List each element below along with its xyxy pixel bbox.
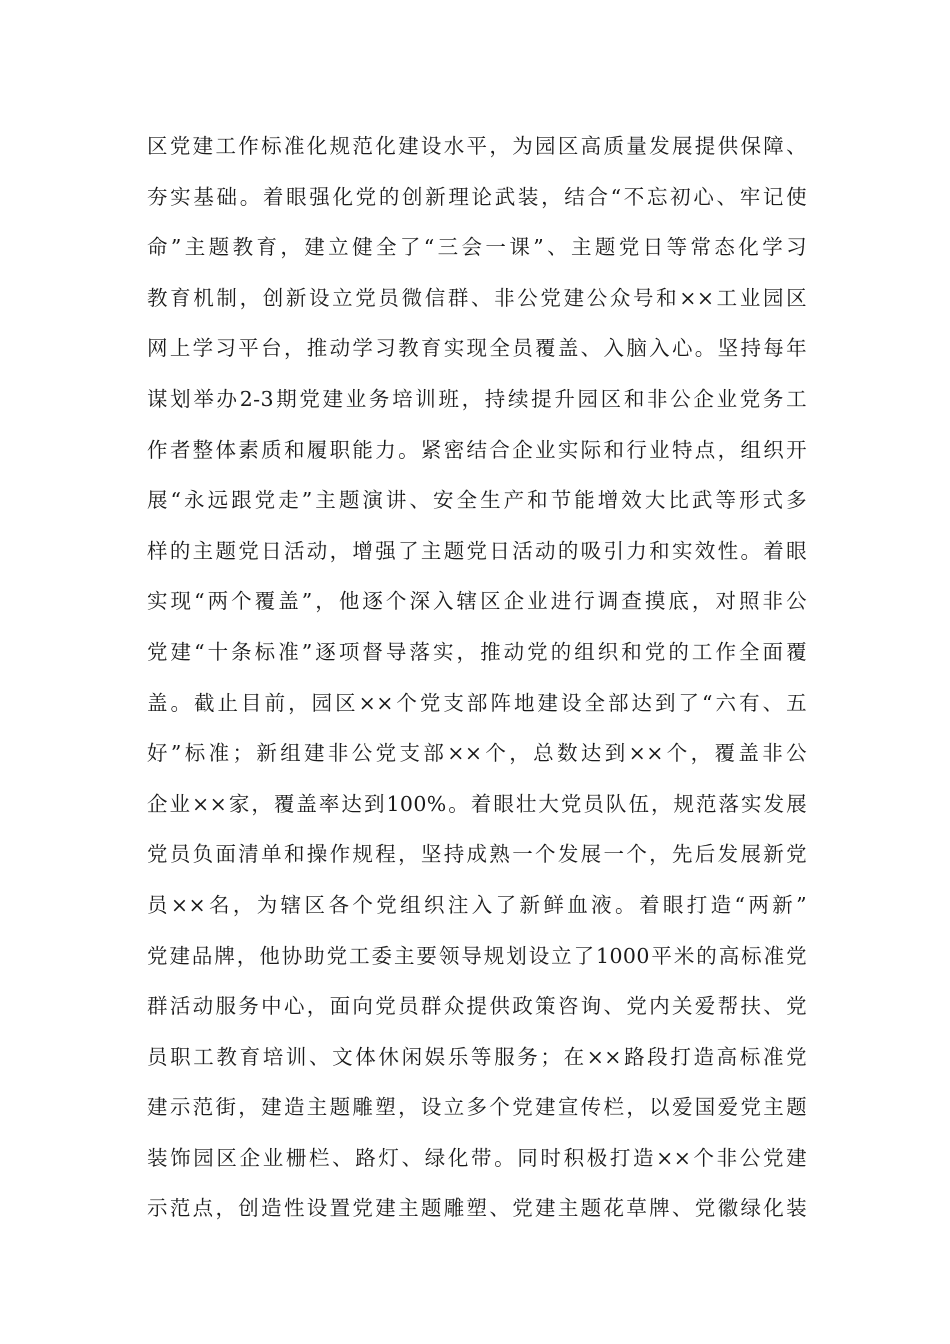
- text-line: 实现“两个覆盖”，他逐个深入辖区企业进行调查摸底，对照非公: [147, 589, 807, 614]
- text-line: 员职工教育培训、文体休闲娱乐等服务；在××路段打造高标准党: [147, 1044, 807, 1069]
- text-line: 夯实基础。着眼强化党的创新理论武装，结合“不忘初心、牢记使: [147, 184, 807, 209]
- text-line: 区党建工作标准化规范化建设水平，为园区高质量发展提供保障、: [147, 134, 807, 158]
- text-line: 谋划举办2-3期党建业务培训班，持续提升园区和非公企业党务工: [147, 386, 807, 411]
- text-line: 展“永远跟党走”主题演讲、安全生产和节能增效大比武等形式多: [147, 488, 807, 513]
- text-line: 装饰园区企业栅栏、路灯、绿化带。同时积极打造××个非公党建: [147, 1145, 807, 1170]
- text-line: 好”标准；新组建非公党支部××个，总数达到××个，覆盖非公: [147, 741, 807, 766]
- text-line: 建示范街，建造主题雕塑，设立多个党建宣传栏，以爱国爱党主题: [147, 1095, 807, 1120]
- text-line: 党建品牌，他协助党工委主要领导规划设立了1000平米的高标准党: [147, 943, 807, 968]
- text-line: 命”主题教育，建立健全了“三会一课”、主题党日等常态化学习: [147, 235, 807, 260]
- text-line: 示范点，创造性设置党建主题雕塑、党建主题花草牌、党徽绿化装: [147, 1196, 807, 1221]
- text-line: 群活动服务中心，面向党员群众提供政策咨询、党内关爱帮扶、党: [147, 994, 807, 1019]
- text-line: 盖。截止目前，园区××个党支部阵地建设全部达到了“六有、五: [147, 690, 807, 715]
- text-line: 教育机制，创新设立党员微信群、非公党建公众号和××工业园区: [147, 285, 807, 310]
- text-line: 作者整体素质和履职能力。紧密结合企业实际和行业特点，组织开: [147, 437, 807, 462]
- text-line: 网上学习平台，推动学习教育实现全员覆盖、入脑入心。坚持每年: [147, 336, 807, 361]
- text-line: 企业××家，覆盖率达到100%。着眼壮大党员队伍，规范落实发展: [147, 791, 807, 816]
- text-line: 党员负面清单和操作规程，坚持成熟一个发展一个，先后发展新党: [147, 842, 807, 867]
- text-line: 样的主题党日活动，增强了主题党日活动的吸引力和实效性。着眼: [147, 538, 807, 563]
- text-line: 员××名，为辖区各个党组织注入了新鲜血液。着眼打造“两新”: [147, 892, 807, 917]
- body-text: [147, 128, 807, 1241]
- text-line: 党建“十条标准”逐项督导落实，推动党的组织和党的工作全面覆: [147, 639, 807, 664]
